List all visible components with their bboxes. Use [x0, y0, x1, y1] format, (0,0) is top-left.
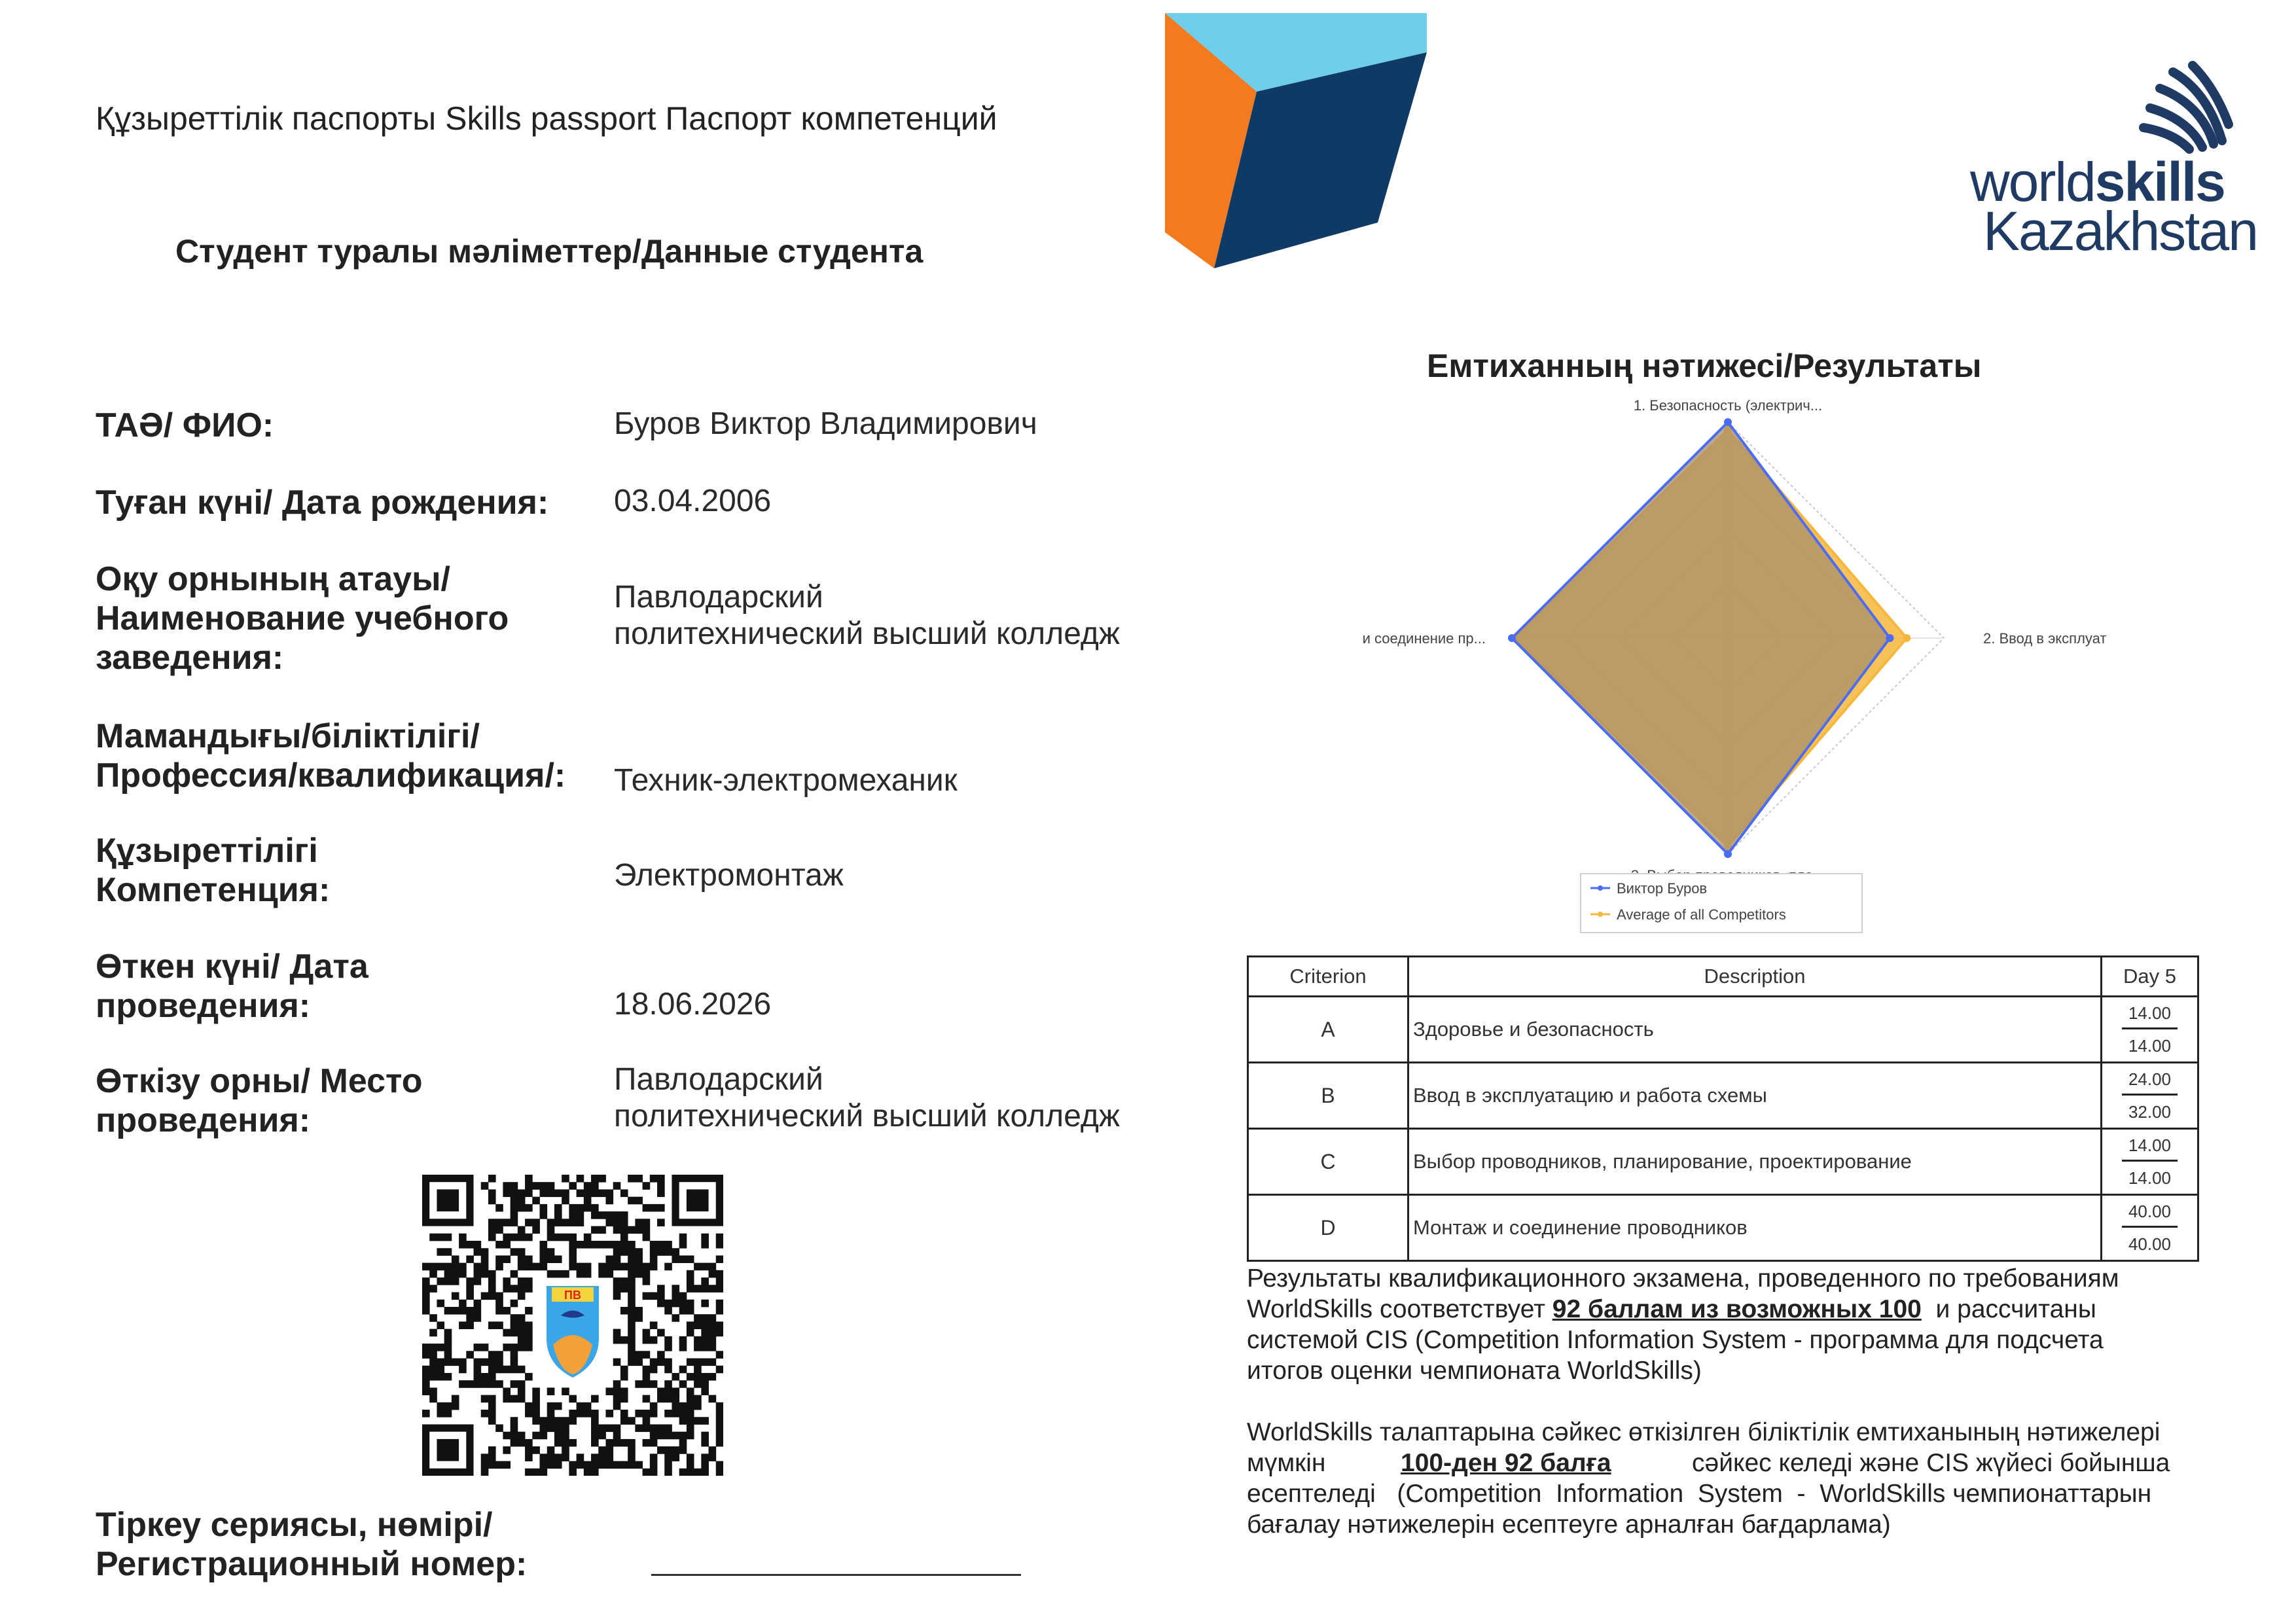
field-label: Өткен күні/ Дата проведения:: [96, 948, 368, 1025]
qr-code[interactable]: [422, 1175, 723, 1476]
score-max: 40.00: [2128, 1234, 2172, 1254]
score-value: 40.00: [2122, 1202, 2178, 1228]
worldskills-logo: worldskills Kazakhstan: [1970, 52, 2245, 262]
criterion-score: [2102, 1195, 2198, 1261]
criterion-letter: D: [1248, 1195, 1408, 1261]
score-value: 14.00: [2122, 1003, 2178, 1029]
field-value: 03.04.2006: [614, 484, 772, 518]
score-highlight-ru: 92 баллам из возможных 100: [1552, 1295, 1922, 1323]
radar-point: [1724, 850, 1732, 858]
score-value: 14.00: [2122, 1135, 2178, 1162]
radar-point: [1724, 418, 1732, 426]
radar-point: [1508, 634, 1516, 642]
criterion-letter: A: [1248, 997, 1408, 1063]
document-title: Құзыреттілік паспорты Skills passport Паспорт компетенций: [96, 100, 997, 137]
table-row: [1248, 1129, 2198, 1195]
legend-label: Average of all Competitors: [1617, 906, 1786, 923]
radar-chart: [1302, 383, 2153, 946]
field-value: Электромонтаж: [614, 858, 844, 893]
score-value: 24.00: [2122, 1069, 2178, 1096]
table-row: [1248, 1063, 2198, 1129]
legend-swatch-dot: [1598, 885, 1603, 891]
score-max: 32.00: [2128, 1101, 2172, 1122]
criteria-table: [1247, 955, 2199, 1262]
criterion-score: [2102, 997, 2198, 1063]
registration-label: Тіркеу сериясы, нөмірі/ Регистрационный номер:: [96, 1506, 528, 1583]
radar-series-area: [1512, 422, 1890, 854]
field-value: Буров Виктор Владимирович: [614, 406, 1037, 441]
criterion-letter: C: [1248, 1129, 1408, 1195]
radar-axis-label: и соединение пр...: [1362, 630, 1486, 647]
criterion-description: Ввод в эксплуатацию и работа схемы: [1408, 1063, 2102, 1129]
criterion-score: [2102, 1129, 2198, 1195]
score-max: 14.00: [2128, 1168, 2172, 1188]
field-value: 18.06.2026: [614, 987, 772, 1022]
header-criterion: Criterion: [1248, 957, 1408, 997]
legend-swatch-dot: [1598, 912, 1603, 917]
worldskills-swirl-icon: [1970, 52, 2245, 157]
field-value: Павлодарский политехнический высший колледж: [614, 1062, 1120, 1133]
summary-ru: Результаты квалификационного экзамена, проведенного по требованиям WorldSkills соответствует 92 баллам из возможных 100 и рассчитаны системой CIS (Competition Information System - программа для подсчета итогов оценки чемпионата WorldSkills): [1247, 1264, 2119, 1385]
results-title: Емтиханның нәтижесі/Результаты: [1427, 348, 1982, 384]
section-title: Студент туралы мәліметтер/Данные студента: [175, 233, 924, 270]
legend-label: Виктор Буров: [1617, 880, 1708, 897]
score-max: 14.00: [2128, 1035, 2172, 1056]
criterion-description: Выбор проводников, планирование, проектирование: [1408, 1129, 2102, 1195]
field-label: Өткізу орны/ Место проведения:: [96, 1062, 423, 1139]
field-label: Құзыреттілігі Компетенция:: [96, 832, 331, 909]
field-label: Оқу орнының атауы/ Наименование учебного заведения:: [96, 560, 509, 677]
radar-point: [1886, 634, 1894, 642]
registration-number-field[interactable]: [651, 1574, 1021, 1576]
criterion-description: Монтаж и соединение проводников: [1408, 1195, 2102, 1261]
criterion-score: [2102, 1063, 2198, 1129]
cube-logo: [1165, 13, 1427, 268]
criterion-description: Здоровье и безопасность: [1408, 997, 2102, 1063]
table-row: [1248, 997, 2198, 1063]
radar-axis-label: 2. Ввод в эксплуат: [1983, 630, 2107, 647]
svg-text:ПВ: ПВ: [564, 1289, 581, 1302]
header-day: Day 5: [2102, 957, 2198, 997]
table-row: [1248, 1195, 2198, 1261]
college-emblem-icon: [539, 1279, 607, 1378]
field-value: Техник-электромеханик: [614, 763, 958, 798]
field-label: ТАӘ/ ФИО:: [96, 406, 274, 444]
radar-axis-label: 1. Безопасность (электрич...: [1633, 397, 1823, 414]
radar-point: [1903, 634, 1910, 642]
field-value: Павлодарский политехнический высший колледж: [614, 580, 1120, 651]
criterion-letter: B: [1248, 1063, 1408, 1129]
summary-kz: WorldSkills талаптарына сәйкес өткізілген біліктілік емтиханының нәтижелері мүмкін 100-ден 92 балға сәйкес келеді және CIS жүйесі бойынша есептеледі (Competition Information System - WorldSkills чемпионаттарын бағалау нәтижелерін есептеуге арналған бағдарлама): [1247, 1418, 2170, 1539]
field-label: Туған күні/ Дата рождения:: [96, 484, 549, 522]
header-description: Description: [1408, 957, 2102, 997]
field-label: Мамандығы/біліктілігі/ Профессия/квалификация/:: [96, 717, 566, 794]
score-highlight-kz: 100-ден 92 балға: [1401, 1449, 1611, 1477]
